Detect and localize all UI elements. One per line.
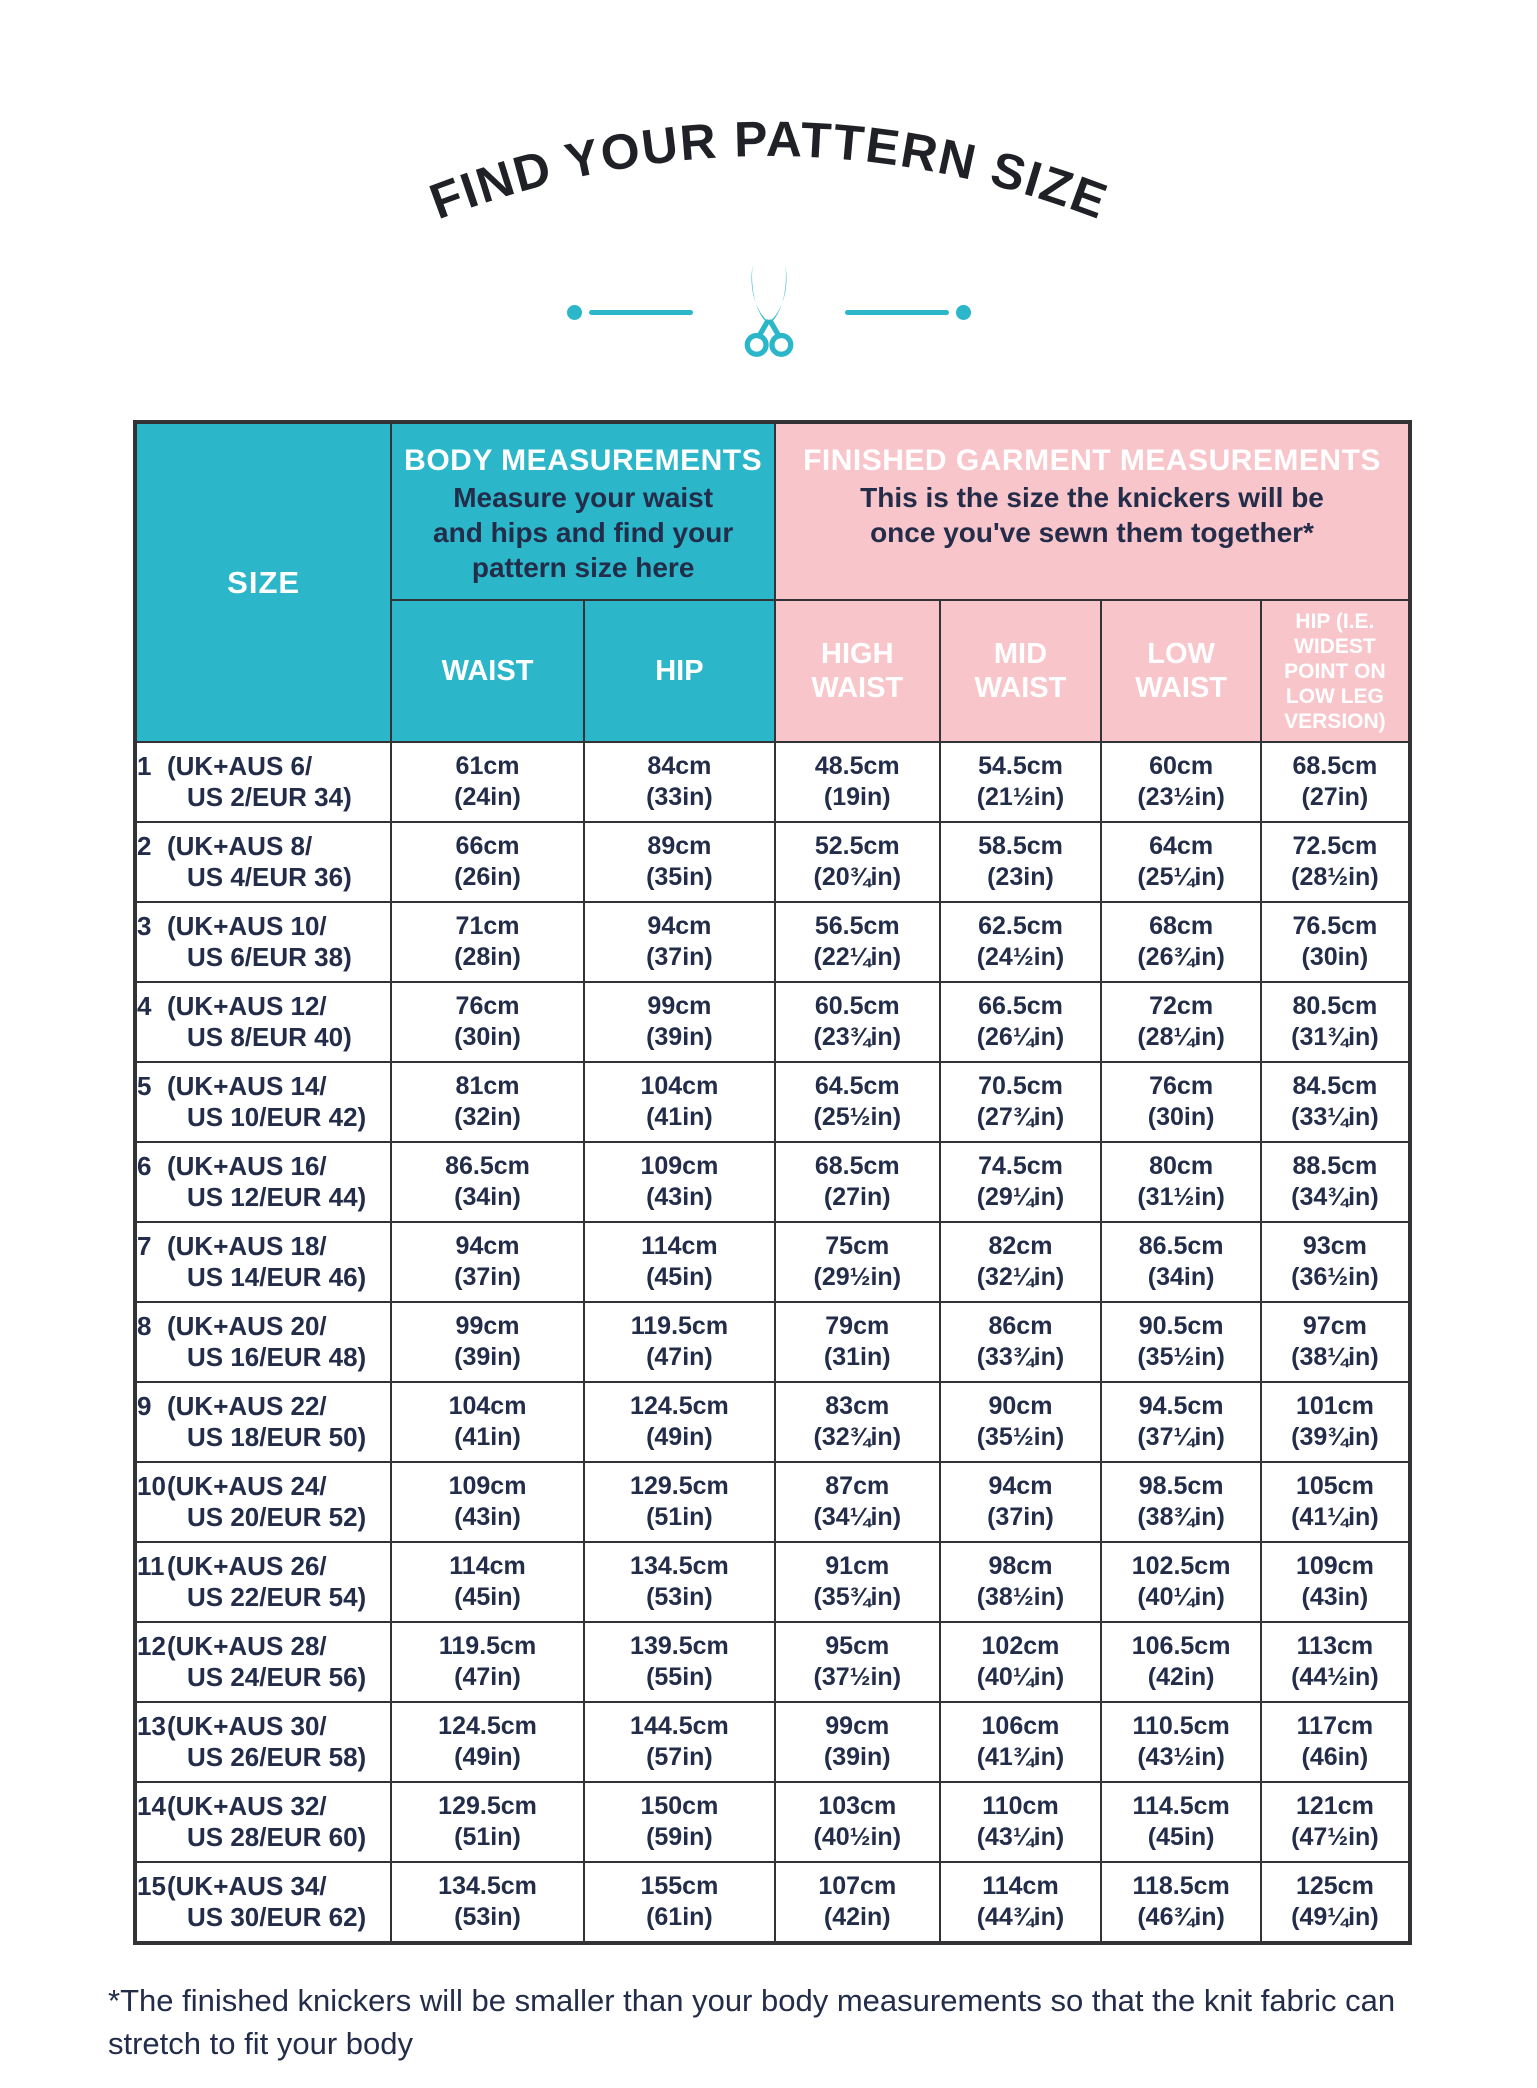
measurement-cell-hip-widest: 80.5cm (31¾in)	[1261, 982, 1410, 1062]
size-cell: 15(UK+AUS 34/ US 30/EUR 62)	[135, 1862, 391, 1943]
size-cell: 2 (UK+AUS 8/ US 4/EUR 36)	[135, 822, 391, 902]
measurement-cell-hip: 150cm (59in)	[584, 1782, 775, 1862]
measurement-cell-mid-waist: 106cm (41¾in)	[940, 1702, 1102, 1782]
measurement-cell-high-waist: 56.5cm (22¼in)	[775, 902, 939, 982]
size-cell: 5 (UK+AUS 14/ US 10/EUR 42)	[135, 1062, 391, 1142]
measurement-cell-high-waist: 75cm (29½in)	[775, 1222, 939, 1302]
garment-measurements-title: FINISHED GARMENT MEASUREMENTS	[803, 444, 1381, 477]
arched-title	[382, 40, 1156, 255]
measurement-cell-hip-widest: 105cm (41¼in)	[1261, 1462, 1410, 1542]
page-title: FIND YOUR PATTERN SIZE	[421, 110, 1116, 231]
measurement-cell-low-waist: 64cm (25¼in)	[1101, 822, 1260, 902]
page-header	[0, 40, 1537, 362]
measurement-cell-high-waist: 68.5cm (27in)	[775, 1142, 939, 1222]
divider-dot-right	[956, 305, 971, 320]
measurement-cell-high-waist: 48.5cm (19in)	[775, 742, 939, 822]
measurement-cell-mid-waist: 62.5cm (24½in)	[940, 902, 1102, 982]
measurement-cell-mid-waist: 74.5cm (29¼in)	[940, 1142, 1102, 1222]
table-row	[135, 742, 1410, 822]
measurement-cell-waist: 124.5cm (49in)	[391, 1702, 584, 1782]
measurement-cell-hip-widest: 76.5cm (30in)	[1261, 902, 1410, 982]
measurement-cell-mid-waist: 86cm (33¾in)	[940, 1302, 1102, 1382]
measurement-cell-high-waist: 83cm (32¾in)	[775, 1382, 939, 1462]
measurement-cell-waist: 129.5cm (51in)	[391, 1782, 584, 1862]
table-row	[135, 1782, 1410, 1862]
measurement-cell-mid-waist: 90cm (35½in)	[940, 1382, 1102, 1462]
measurement-cell-waist: 76cm (30in)	[391, 982, 584, 1062]
measurement-cell-hip: 114cm (45in)	[584, 1222, 775, 1302]
measurement-cell-low-waist: 86.5cm (34in)	[1101, 1222, 1260, 1302]
garment-measurements-subtitle: This is the size the knickers will be once you've sewn them together*	[860, 482, 1324, 548]
measurement-cell-hip-widest: 68.5cm (27in)	[1261, 742, 1410, 822]
table-row	[135, 1622, 1410, 1702]
measurement-cell-hip: 99cm (39in)	[584, 982, 775, 1062]
measurement-cell-low-waist: 94.5cm (37¼in)	[1101, 1382, 1260, 1462]
size-cell: 13(UK+AUS 30/ US 26/EUR 58)	[135, 1702, 391, 1782]
garment-measurements-header	[775, 422, 1410, 600]
measurement-cell-hip-widest: 93cm (36½in)	[1261, 1222, 1410, 1302]
measurement-cell-high-waist: 60.5cm (23¾in)	[775, 982, 939, 1062]
measurement-cell-hip: 134.5cm (53in)	[584, 1542, 775, 1622]
measurement-cell-waist: 99cm (39in)	[391, 1302, 584, 1382]
measurement-cell-low-waist: 98.5cm (38¾in)	[1101, 1462, 1260, 1542]
measurement-cell-low-waist: 80cm (31½in)	[1101, 1142, 1260, 1222]
measurement-cell-hip-widest: 109cm (43in)	[1261, 1542, 1410, 1622]
measurement-cell-hip: 109cm (43in)	[584, 1142, 775, 1222]
measurement-cell-hip: 155cm (61in)	[584, 1862, 775, 1943]
measurement-cell-hip: 144.5cm (57in)	[584, 1702, 775, 1782]
table-row	[135, 1462, 1410, 1542]
measurement-cell-mid-waist: 58.5cm (23in)	[940, 822, 1102, 902]
measurement-cell-waist: 86.5cm (34in)	[391, 1142, 584, 1222]
pattern-size-table	[133, 420, 1412, 1945]
measurement-cell-waist: 134.5cm (53in)	[391, 1862, 584, 1943]
measurement-cell-mid-waist: 66.5cm (26¼in)	[940, 982, 1102, 1062]
hip-widest-column-header: HIP (I.E. WIDEST POINT ON LOW LEG VERSION)	[1261, 600, 1410, 742]
table-row	[135, 1222, 1410, 1302]
measurement-cell-hip-widest: 117cm (46in)	[1261, 1702, 1410, 1782]
size-cell: 10(UK+AUS 24/ US 20/EUR 52)	[135, 1462, 391, 1542]
size-cell: 7 (UK+AUS 18/ US 14/EUR 46)	[135, 1222, 391, 1302]
table-row	[135, 902, 1410, 982]
measurement-cell-high-waist: 103cm (40½in)	[775, 1782, 939, 1862]
measurement-cell-waist: 66cm (26in)	[391, 822, 584, 902]
divider-line-left	[589, 310, 693, 315]
table-row	[135, 1302, 1410, 1382]
measurement-cell-low-waist: 102.5cm (40¼in)	[1101, 1542, 1260, 1622]
measurement-cell-low-waist: 106.5cm (42in)	[1101, 1622, 1260, 1702]
low-waist-column-header: LOW WAIST	[1101, 600, 1260, 742]
divider-dot-left	[567, 305, 582, 320]
measurement-cell-mid-waist: 94cm (37in)	[940, 1462, 1102, 1542]
measurement-cell-hip: 124.5cm (49in)	[584, 1382, 775, 1462]
size-column-header: SIZE	[135, 422, 391, 742]
table-row	[135, 1542, 1410, 1622]
title-divider	[0, 262, 1537, 362]
measurement-cell-high-waist: 87cm (34¼in)	[775, 1462, 939, 1542]
measurement-cell-hip-widest: 125cm (49¼in)	[1261, 1862, 1410, 1943]
measurement-cell-hip: 119.5cm (47in)	[584, 1302, 775, 1382]
measurement-cell-hip-widest: 88.5cm (34¾in)	[1261, 1142, 1410, 1222]
measurement-cell-low-waist: 76cm (30in)	[1101, 1062, 1260, 1142]
measurement-cell-hip: 89cm (35in)	[584, 822, 775, 902]
measurement-cell-high-waist: 52.5cm (20¾in)	[775, 822, 939, 902]
size-cell: 3 (UK+AUS 10/ US 6/EUR 38)	[135, 902, 391, 982]
measurement-cell-mid-waist: 114cm (44¾in)	[940, 1862, 1102, 1943]
measurement-cell-high-waist: 99cm (39in)	[775, 1702, 939, 1782]
measurement-cell-high-waist: 64.5cm (25½in)	[775, 1062, 939, 1142]
measurement-cell-hip: 139.5cm (55in)	[584, 1622, 775, 1702]
measurement-cell-mid-waist: 82cm (32¼in)	[940, 1222, 1102, 1302]
table-row	[135, 1062, 1410, 1142]
table-row	[135, 1382, 1410, 1462]
size-cell: 1 (UK+AUS 6/ US 2/EUR 34)	[135, 742, 391, 822]
size-table-body	[135, 742, 1410, 1943]
waist-column-header: WAIST	[391, 600, 584, 742]
measurement-cell-hip-widest: 97cm (38¼in)	[1261, 1302, 1410, 1382]
size-cell: 4 (UK+AUS 12/ US 8/EUR 40)	[135, 982, 391, 1062]
size-cell: 6 (UK+AUS 16/ US 12/EUR 44)	[135, 1142, 391, 1222]
measurement-cell-high-waist: 91cm (35¾in)	[775, 1542, 939, 1622]
body-measurements-header	[391, 422, 775, 600]
measurement-cell-mid-waist: 70.5cm (27¾in)	[940, 1062, 1102, 1142]
measurement-cell-hip-widest: 121cm (47½in)	[1261, 1782, 1410, 1862]
measurement-cell-mid-waist: 54.5cm (21½in)	[940, 742, 1102, 822]
mid-waist-column-header: MID WAIST	[940, 600, 1102, 742]
measurement-cell-waist: 119.5cm (47in)	[391, 1622, 584, 1702]
measurement-cell-hip: 94cm (37in)	[584, 902, 775, 982]
measurement-cell-high-waist: 95cm (37½in)	[775, 1622, 939, 1702]
measurement-cell-low-waist: 60cm (23½in)	[1101, 742, 1260, 822]
scissors-icon	[725, 262, 813, 362]
table-row	[135, 982, 1410, 1062]
size-cell: 9 (UK+AUS 22/ US 18/EUR 50)	[135, 1382, 391, 1462]
measurement-cell-high-waist: 107cm (42in)	[775, 1862, 939, 1943]
measurement-cell-hip-widest: 72.5cm (28½in)	[1261, 822, 1410, 902]
measurement-cell-waist: 94cm (37in)	[391, 1222, 584, 1302]
table-row	[135, 1862, 1410, 1943]
measurement-cell-low-waist: 72cm (28¼in)	[1101, 982, 1260, 1062]
footnote: *The finished knickers will be smaller than your body measurements so that the knit fabric can stretch to fit your body	[108, 1983, 1396, 2061]
measurement-cell-hip: 104cm (41in)	[584, 1062, 775, 1142]
size-cell: 12(UK+AUS 28/ US 24/EUR 56)	[135, 1622, 391, 1702]
measurement-cell-waist: 109cm (43in)	[391, 1462, 584, 1542]
size-cell: 14(UK+AUS 32/ US 28/EUR 60)	[135, 1782, 391, 1862]
measurement-cell-hip-widest: 113cm (44½in)	[1261, 1622, 1410, 1702]
measurement-cell-waist: 114cm (45in)	[391, 1542, 584, 1622]
measurement-cell-low-waist: 90.5cm (35½in)	[1101, 1302, 1260, 1382]
measurement-cell-mid-waist: 98cm (38½in)	[940, 1542, 1102, 1622]
measurement-cell-low-waist: 68cm (26¾in)	[1101, 902, 1260, 982]
measurement-cell-waist: 81cm (32in)	[391, 1062, 584, 1142]
body-measurements-title: BODY MEASUREMENTS	[404, 444, 763, 477]
svg-text:FIND YOUR PATTERN SIZE	[422, 111, 1115, 230]
measurement-cell-high-waist: 79cm (31in)	[775, 1302, 939, 1382]
hip-column-header: HIP	[584, 600, 775, 742]
measurement-cell-waist: 104cm (41in)	[391, 1382, 584, 1462]
divider-line-right	[845, 310, 949, 315]
measurement-cell-hip: 84cm (33in)	[584, 742, 775, 822]
size-cell: 8 (UK+AUS 20/ US 16/EUR 48)	[135, 1302, 391, 1382]
body-measurements-subtitle: Measure your waist and hips and find your pattern size here	[433, 482, 734, 583]
measurement-cell-mid-waist: 110cm (43¼in)	[940, 1782, 1102, 1862]
table-row	[135, 1142, 1410, 1222]
measurement-cell-low-waist: 110.5cm (43½in)	[1101, 1702, 1260, 1782]
measurement-cell-hip: 129.5cm (51in)	[584, 1462, 775, 1542]
table-row	[135, 822, 1410, 902]
measurement-cell-waist: 61cm (24in)	[391, 742, 584, 822]
measurement-cell-mid-waist: 102cm (40¼in)	[940, 1622, 1102, 1702]
measurement-cell-waist: 71cm (28in)	[391, 902, 584, 982]
high-waist-column-header: HIGH WAIST	[775, 600, 939, 742]
measurement-cell-hip-widest: 84.5cm (33¼in)	[1261, 1062, 1410, 1142]
table-row	[135, 1702, 1410, 1782]
measurement-cell-low-waist: 114.5cm (45in)	[1101, 1782, 1260, 1862]
size-cell: 11(UK+AUS 26/ US 22/EUR 54)	[135, 1542, 391, 1622]
measurement-cell-low-waist: 118.5cm (46¾in)	[1101, 1862, 1260, 1943]
measurement-cell-hip-widest: 101cm (39¾in)	[1261, 1382, 1410, 1462]
